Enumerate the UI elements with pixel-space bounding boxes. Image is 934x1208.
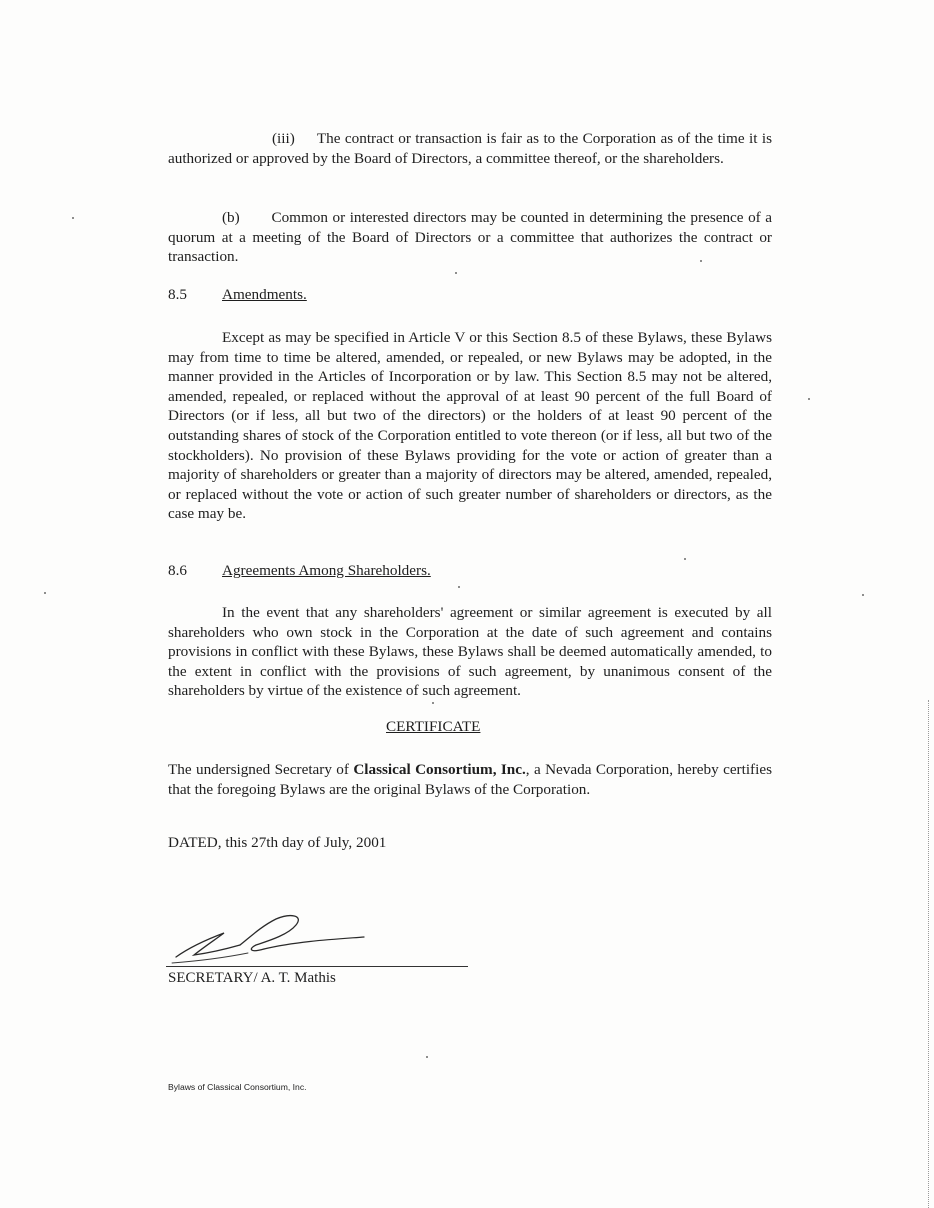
handwritten-signature bbox=[168, 905, 478, 975]
scan-speck bbox=[432, 702, 434, 704]
dated-line: DATED, this 27th day of July, 2001 bbox=[168, 834, 387, 851]
section-8-5-title: Amendments. bbox=[222, 286, 307, 303]
paragraph-b-label: (b) bbox=[222, 209, 240, 226]
scan-speck bbox=[700, 260, 702, 262]
certificate-company: Classical Consortium, Inc. bbox=[353, 761, 526, 778]
scan-speck bbox=[862, 594, 864, 596]
paragraph-iii bbox=[168, 129, 772, 168]
section-8-6-title: Agreements Among Shareholders. bbox=[222, 562, 431, 579]
section-8-6-heading bbox=[168, 561, 431, 580]
certificate-body-prefix: The undersigned Secretary of bbox=[168, 761, 354, 778]
section-8-6-number: 8.6 bbox=[168, 562, 187, 579]
certificate-body bbox=[168, 760, 772, 799]
paragraph-iii-text: The contract or transaction is fair as to the Corporation as of the time it is authorized or approved by the Board of Directors, a committee thereof, or the shareholders. bbox=[168, 130, 772, 167]
certificate-title: CERTIFICATE bbox=[386, 718, 481, 735]
scan-speck bbox=[44, 592, 46, 594]
paragraph-b-text: Common or interested directors may be counted in determining the presence of a quorum at a meeting of the Board of Directors or a committee that authorizes the contract or transaction. bbox=[168, 209, 772, 266]
paragraph-b bbox=[168, 208, 772, 267]
page-footer: Bylaws of Classical Consortium, Inc. bbox=[168, 1082, 307, 1092]
signature-line bbox=[166, 966, 468, 967]
signer-name: SECRETARY/ A. T. Mathis bbox=[168, 970, 336, 986]
section-8-5-body: Except as may be specified in Article V or this Section 8.5 of these Bylaws, these Bylaws may from time to time be altered, amended, or repealed, or new Bylaws may be adopted, in the manner provided in the Articles of Incorporation or by law. This Section 8.5 may not be altered, amended, repealed, or replaced without the approval of at least 90 percent of the full Board of Directors (or if less, all but two of the directors) or the holders of at least 90 percent of the outstanding shares of stock of the Corporation entitled to vote thereon (or if less, all but two of the stockholders). No provision of these Bylaws providing for the vote or action of greater than a majority of shareholders or greater than a majority of directors may be altered, amended, repealed, or replaced without the vote or action of such greater number of shareholders or directors, as the case may be. bbox=[168, 329, 772, 523]
scan-speck bbox=[455, 272, 457, 274]
scan-speck bbox=[458, 586, 460, 588]
certificate-body-suffix: , a Nevada Corporation, hereby certifies that the foregoing Bylaws are the original Bylaws of the Corporation. bbox=[168, 761, 772, 798]
section-8-5-heading bbox=[168, 285, 307, 304]
paragraph-iii-label: (iii) bbox=[272, 130, 295, 147]
scan-speck bbox=[426, 1056, 428, 1058]
section-8-6-body: In the event that any shareholders' agreement or similar agreement is executed by all shareholders who own stock in the Corporation at the date of such agreement and contains provisions in conflict with these Bylaws, these Bylaws shall be deemed automatically amended, to the extent in conflict with the provisions of such agreement, by unanimous consent of the shareholders by virtue of the existence of such agreement. bbox=[168, 604, 772, 700]
scan-speck bbox=[684, 558, 686, 560]
scan-speck bbox=[72, 217, 74, 219]
scan-speck bbox=[808, 398, 810, 400]
section-8-5-number: 8.5 bbox=[168, 286, 187, 303]
scan-edge-mark bbox=[928, 700, 930, 1208]
